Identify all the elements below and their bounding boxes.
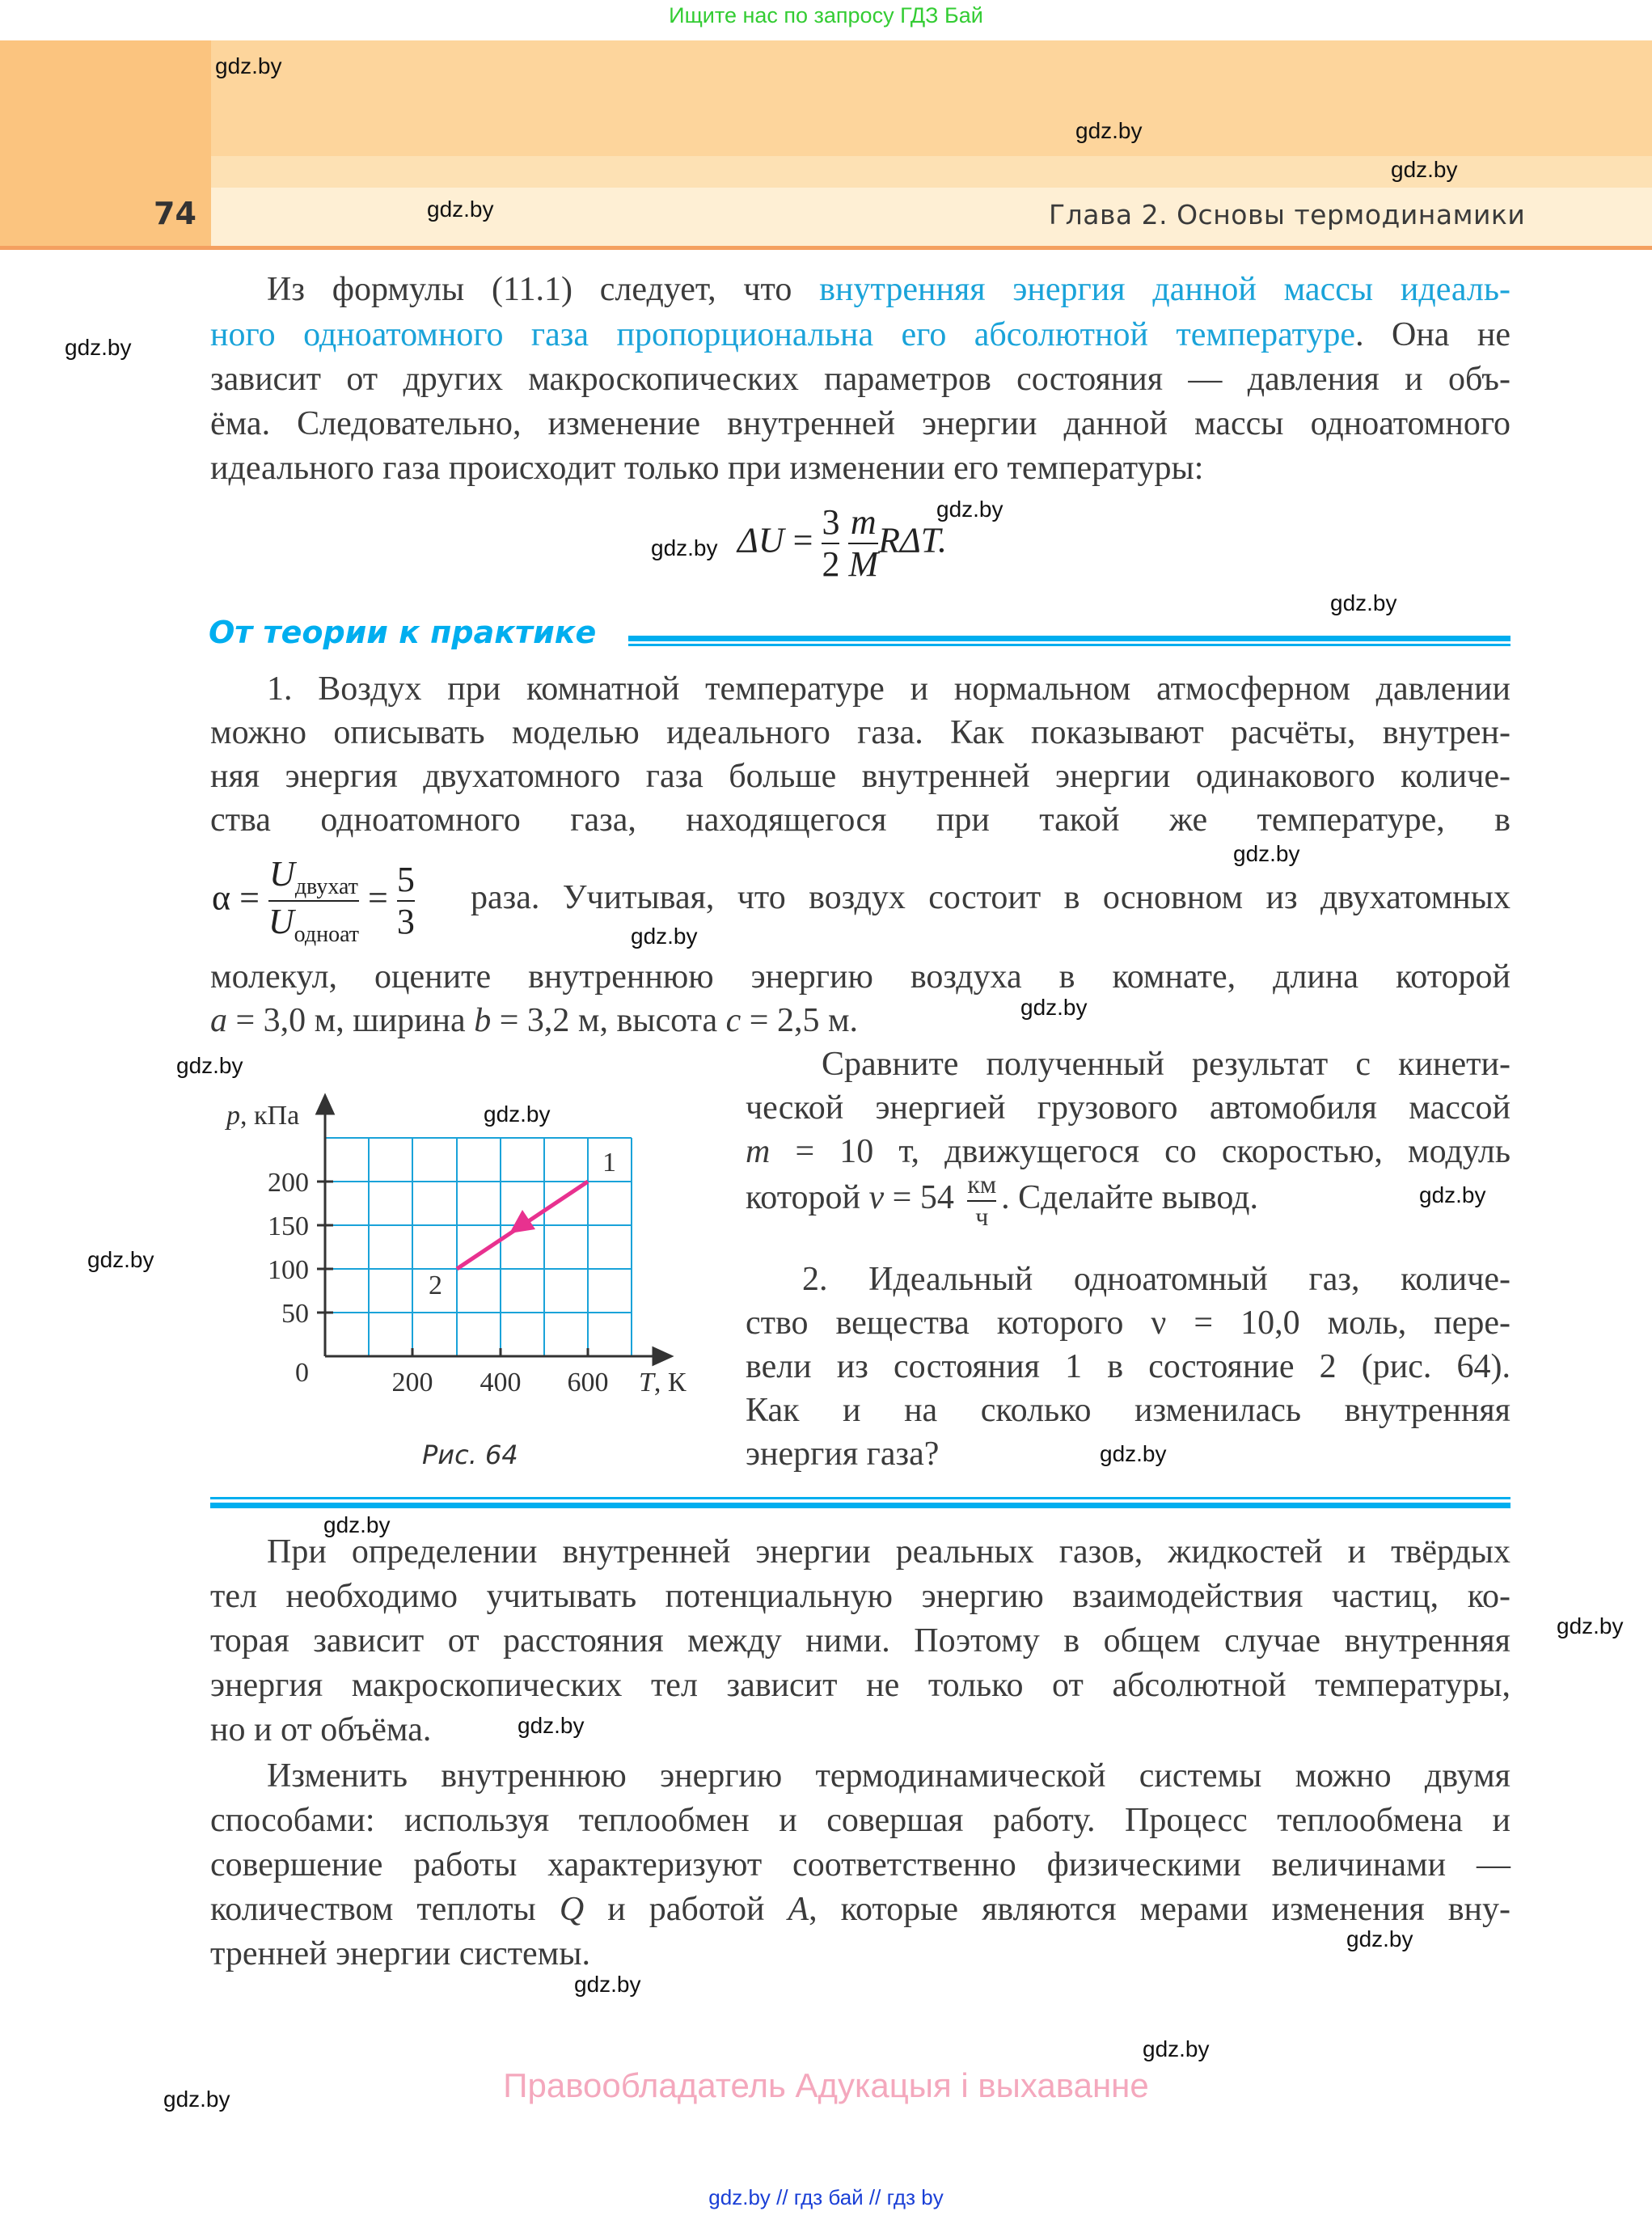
watermark: gdz.by (163, 2087, 230, 2112)
outro-p2-line-1: Изменить внутреннюю энергию термодинамической системы можно двумя (267, 1757, 1510, 1795)
intro-line-2: ного одноатомного газа пропорциональна его абсолютной температуре. Она не (210, 316, 1510, 353)
outro-p2-line-3: совершение работы характеризуют соответственно физическими величинами — (210, 1846, 1510, 1884)
watermark: gdz.by (936, 497, 1003, 522)
chart-grid (325, 1138, 632, 1356)
svg-text:600: 600 (567, 1368, 609, 1397)
outro-p1-line-2: тел необходимо учитывать потенциальную энергию взаимодействия частиц, ко- (210, 1578, 1510, 1615)
svg-text:150: 150 (268, 1211, 309, 1241)
watermark: gdz.by (1143, 2036, 1210, 2061)
svg-text:T, К: T, К (639, 1368, 687, 1397)
intro-line-4: ёма. Следовательно, изменение внутренней энергии данной массы одноатомного (210, 405, 1510, 442)
task1-line-1: 1. Воздух при комнатной температуре и нормальном атмосферном давлении (267, 670, 1510, 708)
task1-line-3: няя энергия двухатомного газа больше внутренней энергии одинакового количе- (210, 758, 1510, 795)
task1-line-2: можно описывать моделью идеального газа. Как показывают расчёты, внутрен- (210, 714, 1510, 751)
watermark: gdz.by (1075, 118, 1143, 143)
watermark: gdz.by (427, 197, 494, 222)
chart-labels (225, 1101, 687, 1397)
watermark: gdz.by (574, 1972, 641, 1997)
watermark: gdz.by (65, 335, 132, 360)
watermark: gdz.by (323, 1512, 391, 1537)
outro-p2-line-2: способами: используя теплообмен и совершая работу. Процесс теплообмена и (210, 1802, 1510, 1839)
page-number: 74 (154, 196, 196, 231)
internal-energy-formula: ΔU = $\frac{3}{2}$ $\frac{m}{M}$ RΔT. (737, 502, 947, 585)
task2-line-3: вели из состояния 1 в состояние 2 (рис. 64). (746, 1348, 1510, 1385)
key-statement: внутренняя энергия данной массы идеаль- (819, 271, 1510, 308)
section-end-rule-thin (210, 1497, 1510, 1499)
task1-after-formula: раза. Учитывая, что воздух состоит в основном из двухатомных (471, 879, 1510, 916)
watermark: gdz.by (1020, 995, 1088, 1020)
watermark: gdz.by (631, 924, 698, 949)
watermark: gdz.by (651, 535, 718, 560)
watermark: gdz.by (215, 53, 282, 78)
task1-molecules-line: молекул, оцените внутреннюю энергию воздуха в комнате, длина которой (210, 958, 1510, 996)
intro-line-5: идеального газа происходит только при изменении его температуры: (210, 450, 1204, 487)
task1-mass-line: m = 10 т, движущегося со скоростью, модуль (746, 1133, 1510, 1170)
svg-text:200: 200 (391, 1368, 433, 1397)
task1-compare-line-2: ческой энергией грузового автомобиля массой (746, 1089, 1510, 1127)
svg-text:0: 0 (295, 1358, 309, 1388)
intro-line-1: Из формулы (11.1) следует, что внутренняя энергия данной массы идеаль- (267, 271, 1510, 308)
svg-text:100: 100 (268, 1255, 309, 1285)
section-heading: От теории к практике (209, 615, 597, 650)
outro-p1-line-3: торая зависит от расстояния между ними. Поэтому в общем случае внутренняя (210, 1622, 1510, 1660)
heading-rule (628, 636, 1510, 641)
pressure-temperature-chart (202, 1076, 720, 1440)
watermark: gdz.by (1419, 1182, 1486, 1207)
chart-axes (317, 1096, 671, 1364)
watermark: gdz.by (1233, 841, 1300, 866)
watermark: gdz.by (1557, 1613, 1624, 1638)
figure-caption: Рис. 64 (422, 1440, 518, 1470)
intro-line-3: зависит от других макроскопических параметров состояния — давления и объ- (210, 361, 1510, 398)
task1-speed-line: которой v = 54 $\frac{км}{ч}$ . Сделайте вывод. (746, 1169, 1258, 1231)
alpha-formula: α = $\frac{U_{двухат}}{U_{одноат}}$ = $\frac{5}{3}$ (212, 854, 415, 947)
footer-links[interactable]: gdz.by // гдз бай // гдз by (708, 2185, 944, 2209)
task1-compare-line-1: Сравните полученный результат с кинети- (822, 1046, 1510, 1083)
key-statement: ного одноатомного газа пропорциональна его абсолютной температуре (210, 316, 1356, 353)
watermark: gdz.by (1391, 157, 1458, 182)
watermark: gdz.by (484, 1101, 551, 1127)
outro-p1-line-4: энергия макроскопических тел зависит не только от абсолютной температуры, (210, 1667, 1510, 1704)
svg-text:200: 200 (268, 1168, 309, 1198)
task1-line-4: ства одноатомного газа, находящегося при такой же температуре, в (210, 801, 1510, 839)
watermark: gdz.by (1346, 1926, 1413, 1951)
watermark: gdz.by (1100, 1441, 1167, 1466)
chapter-title: Глава 2. Основы термодинамики (1049, 199, 1526, 230)
svg-text:50: 50 (281, 1299, 309, 1329)
copyright-holder: Правообладатель Адукацыя і выхаванне (503, 2066, 1149, 2104)
header-rule (0, 246, 1652, 250)
watermark: gdz.by (518, 1713, 585, 1738)
task2-line-1: 2. Идеальный одноатомный газ, количе- (802, 1261, 1510, 1298)
task2-line-2: ство вещества которого ν = 10,0 моль, пере- (746, 1304, 1510, 1342)
task1-room-dimensions: a = 3,0 м, ширина b = 3,2 м, высота c = 2,5 м. (210, 1002, 859, 1039)
watermark: gdz.by (87, 1247, 154, 1272)
top-banner: Ищите нас по запросу ГДЗ Бай (669, 3, 983, 27)
outro-p1-line-5: но и от объёма. (210, 1711, 432, 1748)
section-end-rule (210, 1503, 1510, 1508)
outro-p2-line-5: тренней энергии системы. (210, 1935, 590, 1972)
svg-text:1: 1 (602, 1148, 616, 1178)
task2-line-5: энергия газа? (746, 1435, 940, 1473)
outro-p1-line-1: При определении внутренней энергии реальных газов, жидкостей и твёрдых (267, 1533, 1510, 1571)
watermark: gdz.by (176, 1053, 243, 1078)
header-band-1 (211, 40, 1652, 156)
heading-rule-thin (628, 644, 1510, 646)
svg-text:p, кПа: p, кПа (226, 1101, 300, 1131)
watermark: gdz.by (1330, 590, 1397, 615)
outro-p2-line-4: количеством теплоты Q и работой A, которые являются мерами изменения вну- (210, 1891, 1511, 1928)
svg-text:400: 400 (480, 1368, 522, 1397)
task2-line-4: Как и на сколько изменилась внутренняя (746, 1392, 1510, 1429)
svg-text:2: 2 (429, 1271, 442, 1300)
